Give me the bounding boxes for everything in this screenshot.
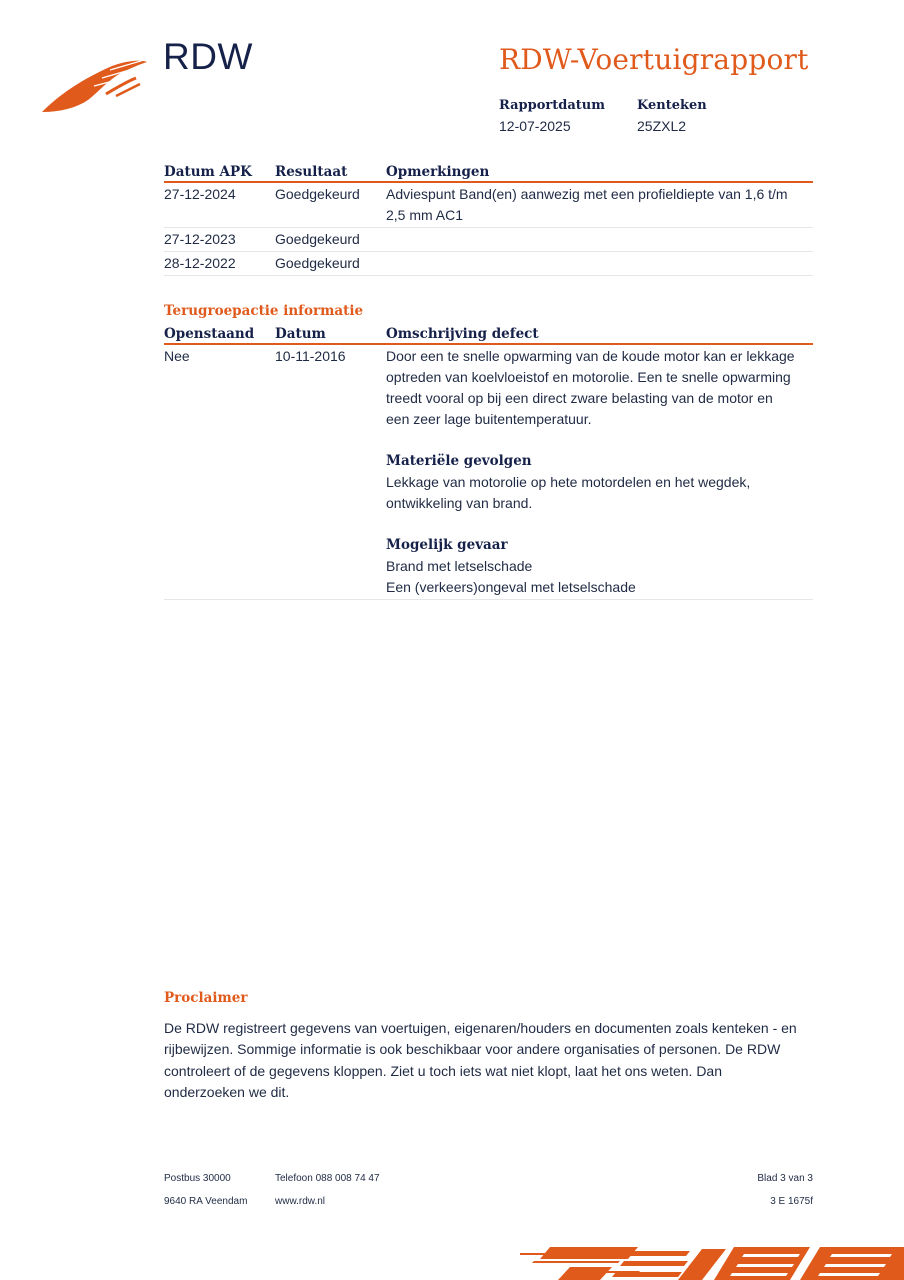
apk-table <box>164 160 813 276</box>
column-header-datum-apk: Datum APK <box>164 164 252 180</box>
footer-document-code: 3 E 1675f <box>770 1196 813 1207</box>
apk-datum: 27-12-2023 <box>164 231 236 247</box>
column-header-openstaand: Openstaand <box>164 326 255 342</box>
footer-telefoon: Telefoon 088 008 74 47 <box>275 1173 380 1184</box>
column-header-resultaat: Resultaat <box>275 164 348 180</box>
footer-website[interactable]: www.rdw.nl <box>275 1196 326 1207</box>
report-title: RDW-Voertuigrapport <box>499 43 809 76</box>
materiele-gevolgen-text: Lekkage van motorolie op hete motordelen en het wegdek, ontwikkeling van brand. <box>386 474 751 511</box>
table-row <box>164 252 813 276</box>
footer-postcode: 9640 RA Veendam <box>164 1196 248 1207</box>
recall-table <box>164 322 813 600</box>
apk-table-header <box>164 160 813 183</box>
materiele-gevolgen-heading: Materiële gevolgen <box>386 453 532 469</box>
apk-opmerkingen <box>386 229 813 250</box>
proclaimer-title: Proclaimer <box>164 990 248 1006</box>
proclaimer-text: De RDW registreert gegevens van voertuigen, eigenaren/houders en documenten zoals kenteken - en rijbewijzen. Sommige informatie is ook beschikbaar voor andere organisaties of personen. De RDW controleert of de gegevens kloppen. Ziet u toch iets wat niet klopt, laat het ons weten. Dan onderzoeken we dit. <box>164 1020 797 1100</box>
column-header-datum: Datum <box>275 326 326 342</box>
apk-resultaat: Goedgekeurd <box>275 186 360 202</box>
footer-stripes-icon <box>520 1245 904 1280</box>
mogelijk-gevaar-heading: Mogelijk gevaar <box>386 537 508 553</box>
kenteken-label: Kenteken <box>637 98 707 113</box>
apk-opmerkingen <box>386 253 813 274</box>
mogelijk-gevaar-line: Brand met letselschade <box>386 558 533 574</box>
table-row <box>164 345 813 600</box>
footer-page-number: Blad 3 van 3 <box>757 1173 813 1184</box>
recall-table-header <box>164 322 813 345</box>
brand-name: RDW <box>163 36 253 77</box>
column-header-opmerkingen: Opmerkingen <box>386 164 490 180</box>
apk-datum: 28-12-2022 <box>164 255 236 271</box>
recall-openstaand: Nee <box>164 348 190 364</box>
rapportdatum-label: Rapportdatum <box>499 98 605 113</box>
apk-resultaat: Goedgekeurd <box>275 255 360 271</box>
apk-resultaat: Goedgekeurd <box>275 231 360 247</box>
apk-opmerkingen: Adviespunt Band(en) aanwezig met een profieldiepte van 1,6 t/m 2,5 mm AC1 <box>386 186 788 223</box>
table-row <box>164 228 813 252</box>
apk-datum: 27-12-2024 <box>164 186 236 202</box>
rapportdatum-value: 12-07-2025 <box>499 118 571 134</box>
recall-section-title: Terugroepactie informatie <box>164 303 364 319</box>
defect-description: Door een te snelle opwarming van de koude motor kan er lekkage optreden van koelvloeistof en motorolie. Een te snelle opwarming treedt vooral op bij een direct zware belasting van de motor en een zeer lage buitentemperatuur. <box>386 348 795 427</box>
table-row <box>164 183 813 228</box>
recall-description <box>386 346 813 598</box>
footer-postbus: Postbus 30000 <box>164 1173 231 1184</box>
rdw-logo-icon <box>40 56 150 116</box>
kenteken-value: 25ZXL2 <box>637 118 687 134</box>
recall-datum: 10-11-2016 <box>275 348 346 364</box>
column-header-omschrijving-defect: Omschrijving defect <box>386 326 539 342</box>
mogelijk-gevaar-line: Een (verkeers)ongeval met letselschade <box>386 579 636 595</box>
